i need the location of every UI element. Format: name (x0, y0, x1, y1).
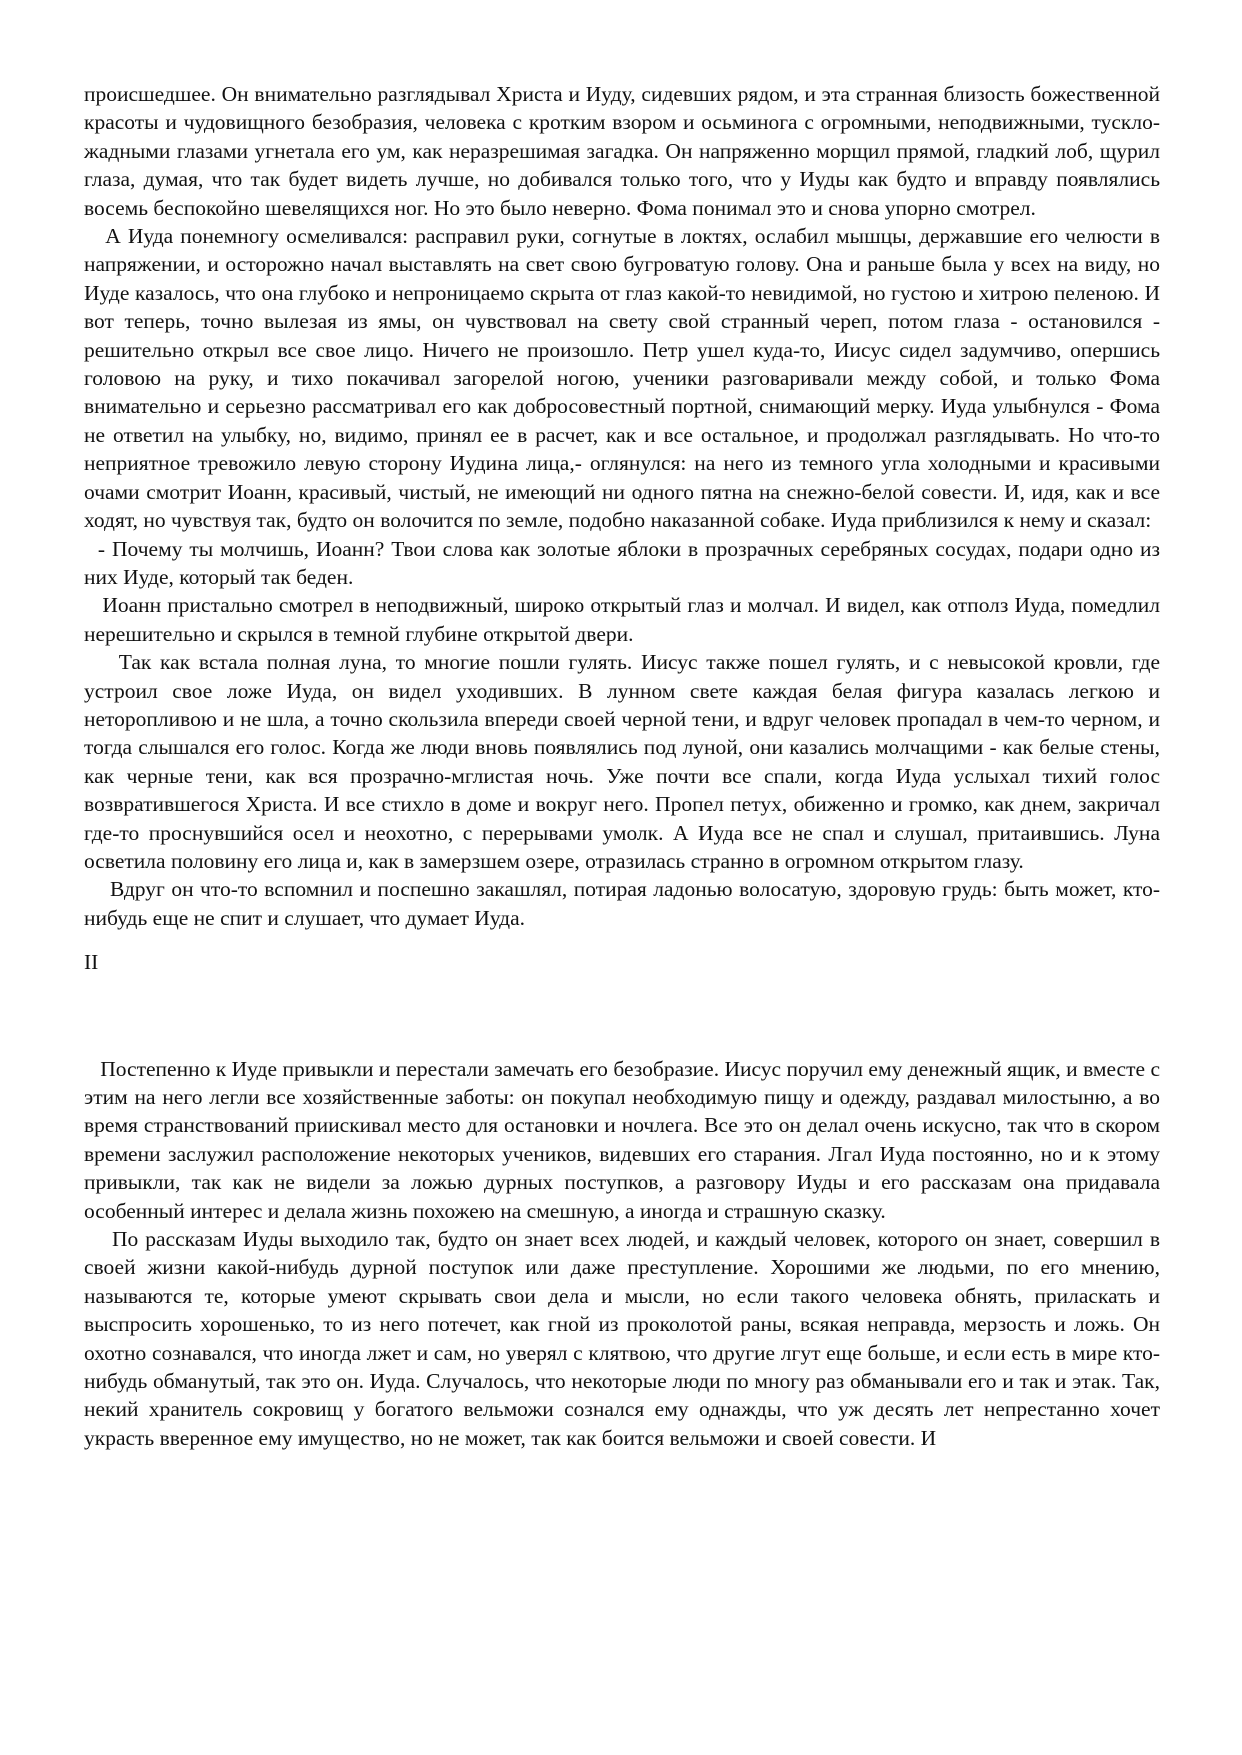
section-spacer (84, 977, 1160, 1055)
paragraph: - Почему ты молчишь, Иоанн? Твои слова как золотые яблоки в прозрачных серебряных сосудах, подари одно из них Иуде, который так беден. (84, 536, 1166, 589)
section-number: II (84, 950, 99, 975)
paragraph: Иоанн пристально смотрел в неподвижный, широко открытый глаз и молчал. И видел, как отполз Иуда, помедлил нерешительно и скрылся в темной глубине открытой двери. (84, 593, 1166, 646)
paragraph: По рассказам Иуды выходило так, будто он знает всех людей, и каждый человек, которого он знает, совершил в своей жизни какой-нибудь дурной поступок или даже преступление. Хорошими же людьми, по его мнению, называются те, которые умеют скрывать свои дела и мысли, но если такого человека обнять, приласкать и выспросить хорошенько, то из него потечет, как гной из проколотой раны, всякая неправда, мерзость и ложь. Он охотно сознавался, что иногда лжет и сам, но уверял с клятвою, что другие лгут еще больше, и если есть в мире кто-нибудь обманутый, так это он. Иуда. Случалось, что некоторые люди по многу раз обманывали его и так и этак. Так, некий хранитель сокровищ у богатого вельможи сознался ему однажды, что уж десять лет непрестанно хочет украсть вверенное ему имущество, но не может, так как боится вельможи и своей совести. И (84, 1227, 1166, 1450)
paragraph: Так как встала полная луна, то многие пошли гулять. Иисус также пошел гулять, и с невысокой кровли, где устроил свое ложе Иуда, он видел уходивших. В лунном свете каждая белая фигура казалась легкою и неторопливою и не шла, а точно скользила впереди своей черной тени, и вдруг человек пропадал в чем-то черном, и тогда слышался его голос. Когда же люди вновь появлялись под луной, они казались молчащими - как белые стены, как черные тени, как вся прозрачно-мглистая ночь. Уже почти все спали, когда Иуда услыхал тихий голос возвратившегося Христа. И все стихло в доме и вокруг него. Пропел петух, обиженно и громко, как днем, закричал где-то проснувшийся осел и неохотно, с перерывами умолк. А Иуда все не спал и слушал, притаившись. Луна осветила половину его лица и, как в замерзшем озере, отразилась странно в огромном открытом глазу. (84, 650, 1166, 873)
paragraph: Постепенно к Иуде привыкли и перестали замечать его безобразие. Иисус поручил ему денежный ящик, и вместе с этим на него легли все хозяйственные заботы: он покупал необходимую пищу и одежду, раздавал милостыню, а во время странствований приискивал место для остановки и ночлега. Все это он делал очень искусно, так что в скором времени заслужил расположение некоторых учеников, видевших его старания. Лгал Иуда постоянно, но и к этому привыкли, так как не видели за ложью дурных поступков, а разговору Иуды и его рассказам она придавала особенный интерес и делала жизнь похожею на смешную, а иногда и страшную сказку. (84, 1056, 1166, 1223)
paragraph: Вдруг он что-то вспомнил и поспешно закашлял, потирая ладонью волосатую, здоровую грудь: быть может, кто-нибудь еще не спит и слушает, что думает Иуда. (84, 877, 1161, 930)
paragraph: А Иуда понемногу осмеливался: расправил руки, согнутые в локтях, ослабил мышцы, державшие его челюсти в напряжении, и осторожно начал выставлять на свет свою бугроватую голову. Она и раньше была у всех на виду, но Иуде казалось, что она глубоко и непроницаемо скрыта от глаз какой-то невидимой, но густою и хитрою пеленою. И вот теперь, точно вылезая из ямы, он чувствовал на свету свой странный череп, потом глаза - остановился - решительно открыл все свое лицо. Ничего не произошло. Петр ушел куда-то, Иисус сидел задумчиво, опершись головою на руку, и тихо покачивал загорелой ногою, ученики разговаривали между собой, и только Фома внимательно и серьезно рассматривал его как добросовестный портной, снимающий мерку. Иуда улыбнулся - Фома не ответил на улыбку, но, видимо, принял ее в расчет, как и все остальное, и продолжал разглядывать. Но что-то неприятное тревожило левую сторону Иудина лица,- оглянулся: на него из темного угла холодными и красивыми очами смотрит Иоанн, красивый, чистый, не имеющий ни одного пятна на снежно-белой совести. И, идя, как и все ходят, но чувствуя так, будто он волочится по земле, подобно наказанной собаке. Иуда приблизился к нему и сказал: (84, 224, 1166, 533)
paragraph: происшедшее. Он внимательно разглядывал Христа и Иуду, сидевших рядом, и эта странная близость божественной красоты и чудовищного безобразия, человека с кротким взором и осьминога с огромными, неподвижными, тускло-жадными глазами угнетала его ум, как неразрешимая загадка. Он напряженно морщил прямой, гладкий лоб, щурил глаза, думая, что так будет видеть лучше, но добивался только того, что у Иуды как будто и вправду появлялись восемь беспокойно шевелящихся ног. Но это было неверно. Фома понимал это и снова упорно смотрел. (84, 82, 1166, 220)
